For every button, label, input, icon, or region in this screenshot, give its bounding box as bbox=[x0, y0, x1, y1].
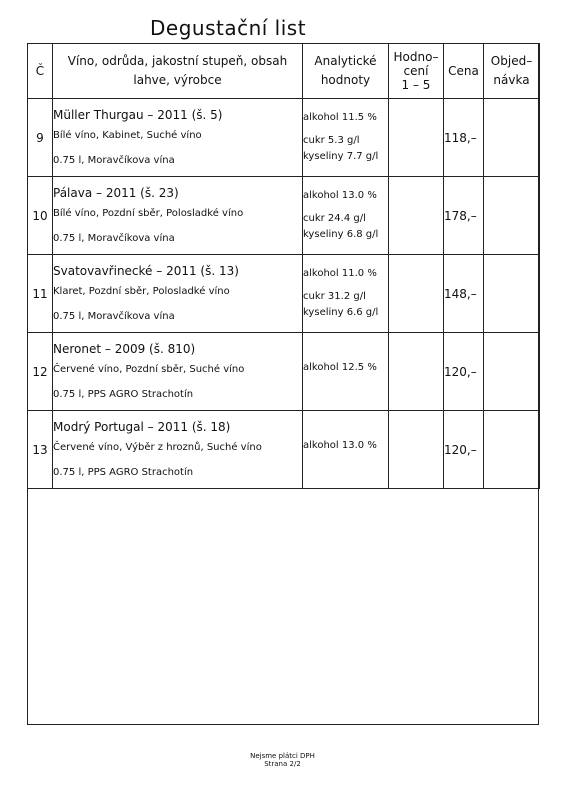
alcohol-value: alkohol 11.5 % bbox=[303, 112, 377, 123]
analytics-cell bbox=[303, 99, 389, 177]
order-cell[interactable] bbox=[484, 99, 540, 177]
analytics-cell bbox=[303, 411, 389, 489]
alcohol-value: alkohol 11.0 % bbox=[303, 268, 377, 279]
wine-description: Klaret, Pozdní sběr, Polosladké víno bbox=[53, 286, 230, 297]
wine-number: 13 bbox=[28, 411, 53, 489]
order-cell[interactable] bbox=[484, 333, 540, 411]
footer-vat-note: Nejsme plátci DPH bbox=[250, 752, 315, 760]
table-row bbox=[28, 99, 540, 177]
table-row bbox=[28, 177, 540, 255]
analytics-cell bbox=[303, 177, 389, 255]
header-analytics-line2: hodnoty bbox=[320, 73, 371, 87]
wine-cell bbox=[53, 411, 303, 489]
wine-number: 10 bbox=[28, 177, 53, 255]
rating-cell[interactable] bbox=[389, 333, 444, 411]
price-value: 120,– bbox=[444, 333, 484, 411]
order-cell[interactable] bbox=[484, 255, 540, 333]
wine-number: 12 bbox=[28, 333, 53, 411]
wine-description: Bílé víno, Pozdní sběr, Polosladké víno bbox=[53, 208, 244, 219]
header-order-line1: Objed– bbox=[490, 54, 533, 68]
header-analytics-line1: Analytické bbox=[314, 54, 377, 68]
rating-cell[interactable] bbox=[389, 411, 444, 489]
order-cell[interactable] bbox=[484, 177, 540, 255]
acids-value: kyseliny 7.7 g/l bbox=[303, 151, 379, 162]
price-value: 148,– bbox=[444, 255, 484, 333]
wine-volume-producer: 0.75 l, PPS AGRO Strachotín bbox=[53, 389, 194, 400]
analytics-cell bbox=[303, 255, 389, 333]
wine-volume-producer: 0.75 l, Moravčíkova vína bbox=[53, 233, 175, 244]
wine-number: 9 bbox=[28, 99, 53, 177]
alcohol-value: alkohol 13.0 % bbox=[303, 190, 377, 201]
tasting-table bbox=[27, 43, 540, 489]
price-value: 178,– bbox=[444, 177, 484, 255]
header-price: Cena bbox=[444, 44, 484, 99]
rating-cell[interactable] bbox=[389, 99, 444, 177]
wine-description: Červené víno, Pozdní sběr, Suché víno bbox=[53, 364, 245, 375]
header-rating bbox=[389, 44, 444, 99]
footer-page-number: Strana 2/2 bbox=[264, 760, 301, 768]
wine-name: Modrý Portugal – 2011 (š. 18) bbox=[53, 420, 231, 434]
order-cell[interactable] bbox=[484, 411, 540, 489]
rating-cell[interactable] bbox=[389, 255, 444, 333]
sugar-value: cukr 24.4 g/l bbox=[303, 213, 366, 224]
wine-number: 11 bbox=[28, 255, 53, 333]
table-row bbox=[28, 411, 540, 489]
wine-description: Červené víno, Výběr z hroznů, Suché víno bbox=[53, 442, 262, 453]
sugar-value: cukr 5.3 g/l bbox=[303, 135, 360, 146]
header-rating-line1: Hodno– bbox=[393, 50, 439, 64]
header-rating-line3: 1 – 5 bbox=[401, 78, 431, 92]
wine-cell bbox=[53, 333, 303, 411]
alcohol-value: alkohol 13.0 % bbox=[303, 440, 377, 451]
table-row bbox=[28, 255, 540, 333]
wine-cell bbox=[53, 255, 303, 333]
header-wine bbox=[53, 44, 303, 99]
sugar-value: cukr 31.2 g/l bbox=[303, 291, 366, 302]
wine-name: Svatovavřinecké – 2011 (š. 13) bbox=[53, 264, 239, 278]
wine-name: Pálava – 2011 (š. 23) bbox=[53, 186, 179, 200]
acids-value: kyseliny 6.8 g/l bbox=[303, 229, 379, 240]
price-value: 120,– bbox=[444, 411, 484, 489]
wine-name: Müller Thurgau – 2011 (š. 5) bbox=[53, 108, 223, 122]
header-order-line2: návka bbox=[493, 73, 530, 87]
header-analytics bbox=[303, 44, 389, 99]
acids-value: kyseliny 6.6 g/l bbox=[303, 307, 379, 318]
wine-name: Neronet – 2009 (š. 810) bbox=[53, 342, 196, 356]
header-order bbox=[484, 44, 540, 99]
wine-volume-producer: 0.75 l, Moravčíkova vína bbox=[53, 155, 175, 166]
wine-description: Bílé víno, Kabinet, Suché víno bbox=[53, 130, 202, 141]
table-header-row bbox=[28, 44, 540, 99]
wine-cell bbox=[53, 177, 303, 255]
table-row bbox=[28, 333, 540, 411]
header-wine-line1: Víno, odrůda, jakostní stupeň, obsah bbox=[67, 54, 288, 68]
wine-volume-producer: 0.75 l, Moravčíkova vína bbox=[53, 311, 175, 322]
wine-volume-producer: 0.75 l, PPS AGRO Strachotín bbox=[53, 467, 194, 478]
rating-cell[interactable] bbox=[389, 177, 444, 255]
analytics-cell bbox=[303, 333, 389, 411]
alcohol-value: alkohol 12.5 % bbox=[303, 362, 377, 373]
wine-cell bbox=[53, 99, 303, 177]
price-value: 118,– bbox=[444, 99, 484, 177]
page-title: Degustační list bbox=[150, 16, 307, 40]
header-number: Č bbox=[28, 44, 53, 99]
header-rating-line2: cení bbox=[403, 64, 429, 78]
header-wine-line2: lahve, výrobce bbox=[133, 73, 222, 87]
